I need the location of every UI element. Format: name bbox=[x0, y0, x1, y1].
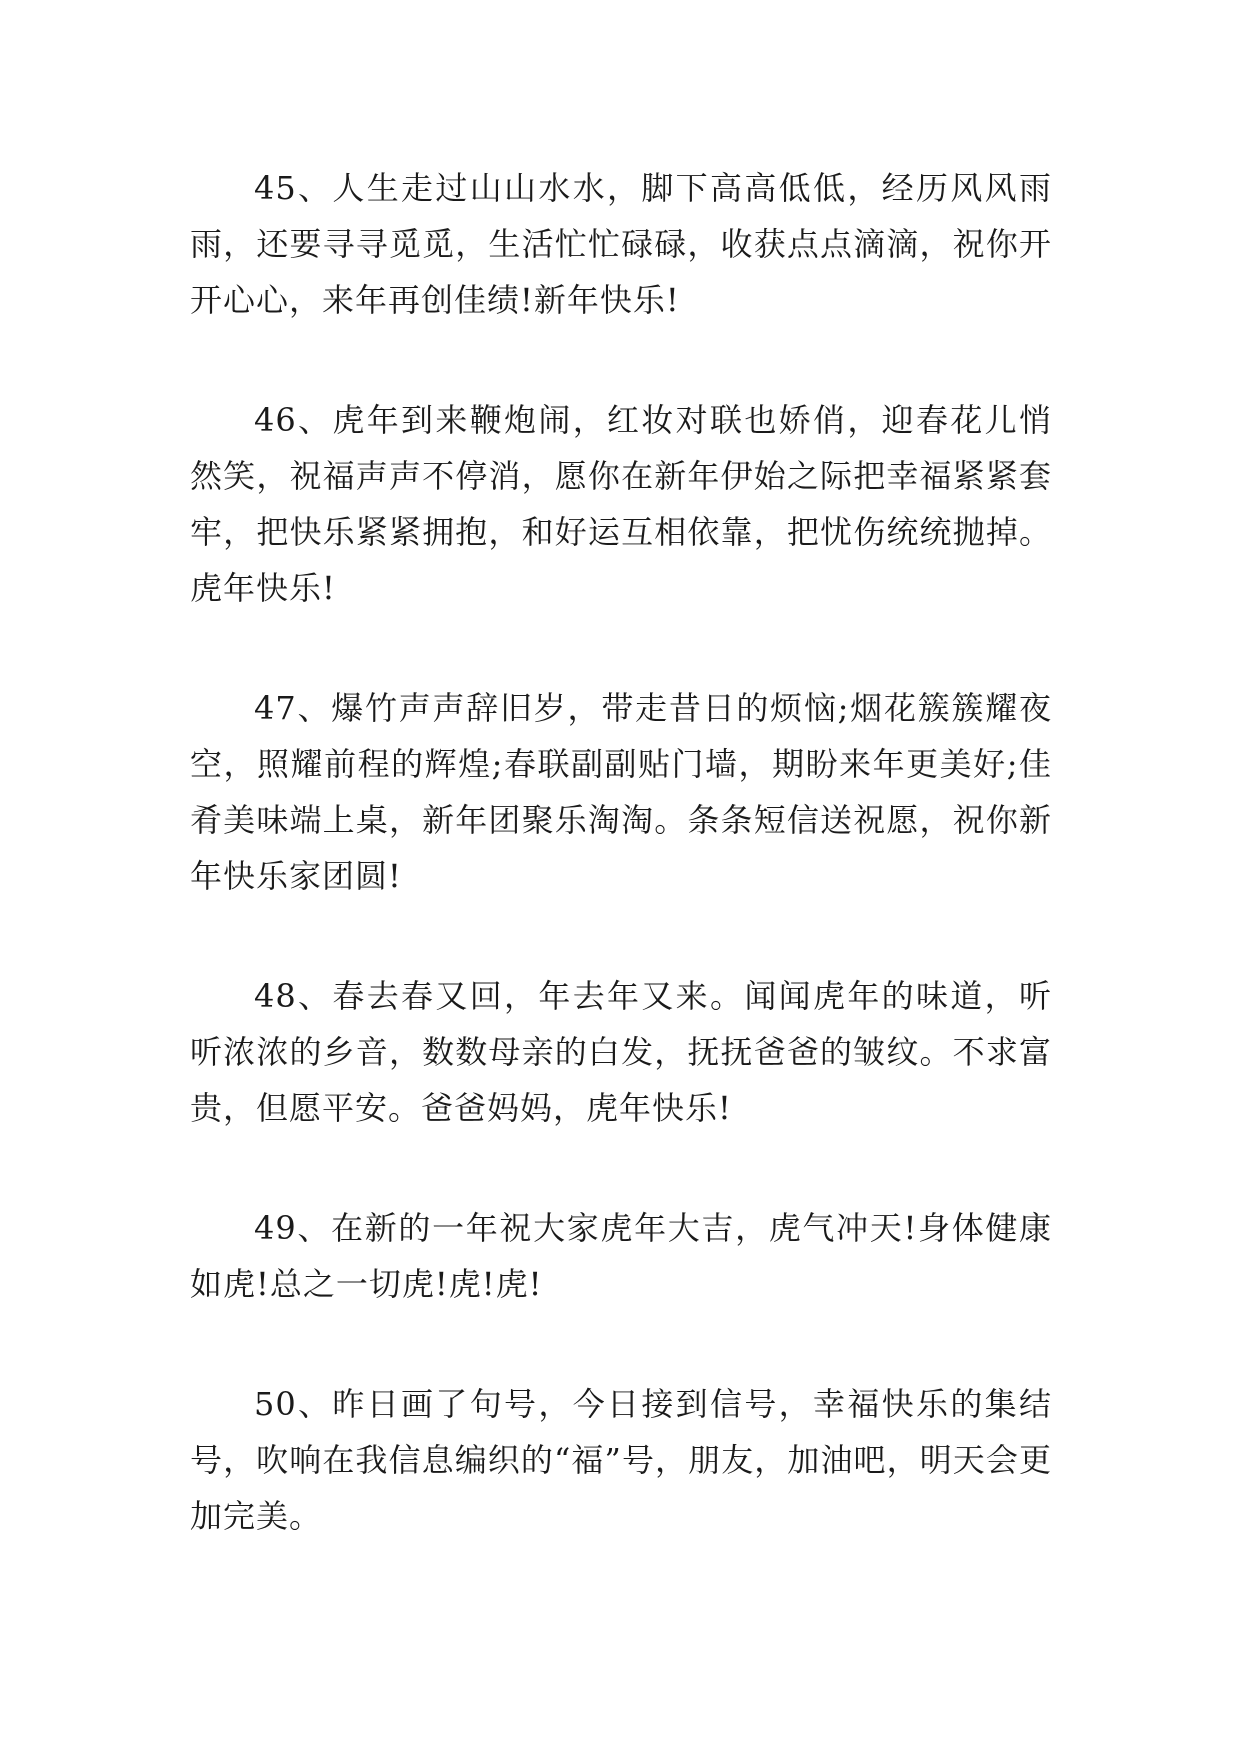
paragraph-49: 49、在新的一年祝大家虎年大吉，虎气冲天!身体健康如虎!总之一切虎!虎!虎! bbox=[190, 1209, 1052, 1303]
paragraph-47: 47、爆竹声声辞旧岁，带走昔日的烦恼;烟花簇簇耀夜空，照耀前程的辉煌;春联副副贴门墙，期盼来年更美好;佳肴美味端上桌，新年团聚乐淘淘。条条短信送祝愿，祝你新年快乐家团圆! bbox=[190, 689, 1052, 895]
document-body bbox=[190, 160, 1052, 1608]
paragraph-50: 50、昨日画了句号，今日接到信号，幸福快乐的集结号，吹响在我信息编织的“福”号，朋友，加油吧，明天会更加完美。 bbox=[190, 1385, 1052, 1535]
paragraph-48: 48、春去春又回，年去年又来。闻闻虎年的味道，听听浓浓的乡音，数数母亲的白发，抚抚爸爸的皱纹。不求富贵，但愿平安。爸爸妈妈，虎年快乐! bbox=[190, 977, 1052, 1127]
paragraph-45: 45、人生走过山山水水，脚下高高低低，经历风风雨雨，还要寻寻觅觅，生活忙忙碌碌，收获点点滴滴，祝你开开心心，来年再创佳绩!新年快乐! bbox=[190, 169, 1052, 319]
paragraph-46: 46、虎年到来鞭炮闹，红妆对联也娇俏，迎春花儿悄然笑，祝福声声不停消，愿你在新年伊始之际把幸福紧紧套牢，把快乐紧紧拥抱，和好运互相依靠，把忧伤统统抛掉。虎年快乐! bbox=[190, 401, 1052, 607]
